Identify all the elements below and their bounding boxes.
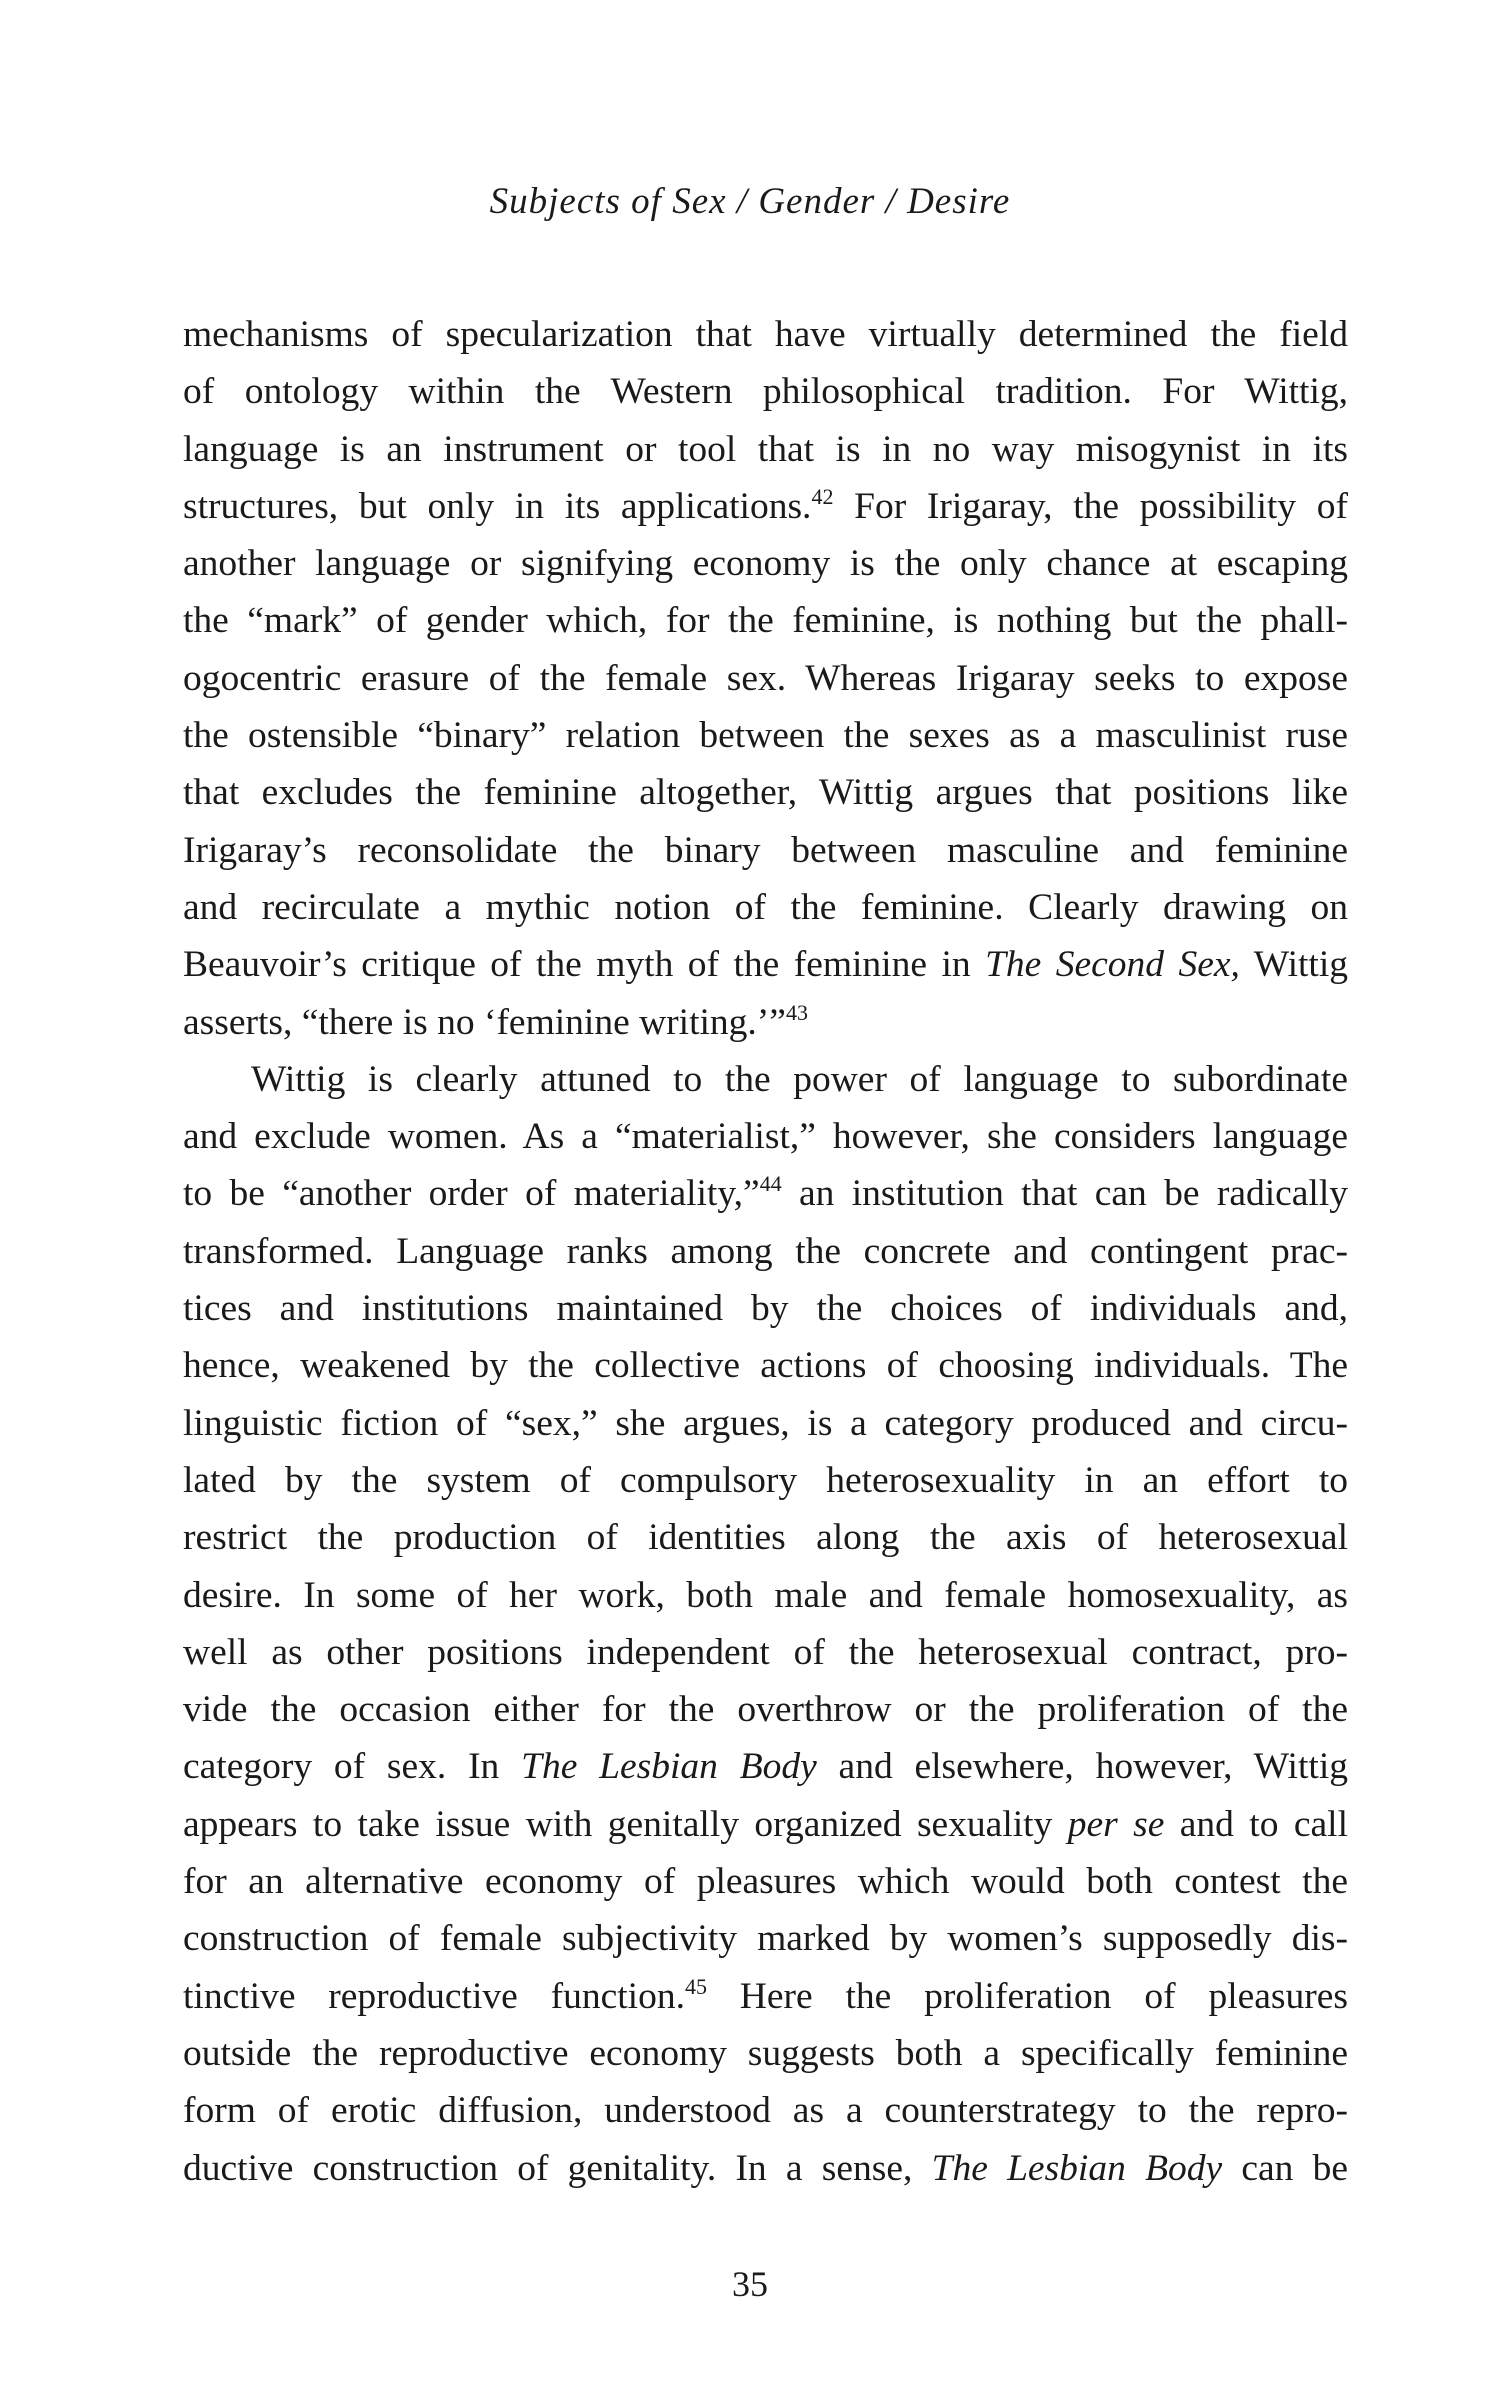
text-line: outside the reproductive economy suggests both a specifically feminine: [183, 2032, 1348, 2074]
text-line: language is an instrument or tool that is in no way misogynist in its: [183, 428, 1348, 470]
text-line: Irigaray’s reconsolidate the binary between masculine and feminine: [183, 829, 1348, 871]
text-segment: ductive construction of genitality. In a sense,: [183, 2147, 932, 2189]
footnote-ref-43: 43: [785, 999, 808, 1025]
text-line: of ontology within the Western philosophical tradition. For Wittig,: [183, 371, 1348, 413]
text-segment: asserts, “there is no ‘feminine writing.’”: [183, 1001, 786, 1043]
text-line: [183, 936, 1348, 993]
text-line: [183, 1796, 1348, 1853]
text-segment: Wittig: [1239, 944, 1349, 986]
text-segment: For Irigaray, the possibility of: [833, 485, 1348, 527]
text-segment: appears to take issue with genitally organized sexuality: [183, 1803, 1068, 1845]
book-title-italic: The Second Sex,: [985, 944, 1240, 986]
text-line: [183, 1968, 1348, 2025]
text-line: the “mark” of gender which, for the feminine, is nothing but the phall-: [183, 600, 1348, 642]
text-line: [183, 478, 1348, 535]
text-line: well as other positions independent of the heterosexual contract, pro-: [183, 1631, 1348, 1673]
text-line: transformed. Language ranks among the concrete and contingent prac-: [183, 1230, 1348, 1272]
text-segment: structures, but only in its applications.: [183, 485, 812, 527]
latin-phrase-italic: per se: [1067, 1803, 1165, 1845]
text-line: and recirculate a mythic notion of the feminine. Clearly drawing on: [183, 886, 1348, 928]
text-line: [183, 1165, 1348, 1222]
text-segment: Here the proliferation of pleasures: [706, 1975, 1348, 2017]
text-line: hence, weakened by the collective actions of choosing individuals. The: [183, 1345, 1348, 1387]
text-segment: category of sex. In: [183, 1746, 522, 1788]
text-line: tices and institutions maintained by the choices of individuals and,: [183, 1288, 1348, 1330]
text-line: for an alternative economy of pleasures which would both contest the: [183, 1861, 1348, 1903]
text-line: desire. In some of her work, both male and female homosexuality, as: [183, 1574, 1348, 1616]
text-line: [183, 1738, 1348, 1795]
text-line: ogocentric erasure of the female sex. Whereas Irigaray seeks to expose: [183, 657, 1348, 699]
body-text: [183, 306, 1348, 2197]
text-line: that excludes the feminine altogether, Wittig argues that positions like: [183, 772, 1348, 814]
text-line: construction of female subjectivity marked by women’s supposedly dis-: [183, 1918, 1348, 1960]
text-line: Wittig is clearly attuned to the power of language to subordinate: [251, 1058, 1348, 1100]
page-number: 35: [732, 2264, 768, 2304]
text-line: lated by the system of compulsory heterosexuality in an effort to: [183, 1459, 1348, 1501]
text-segment: tinctive reproductive function.: [183, 1975, 685, 2017]
footnote-ref-42: 42: [811, 483, 834, 509]
text-line: form of erotic diffusion, understood as a counterstrategy to the repro-: [183, 2090, 1348, 2132]
text-line: [183, 994, 1348, 1051]
footnote-ref-44: 44: [759, 1171, 782, 1197]
text-line: restrict the production of identities along the axis of heterosexual: [183, 1517, 1348, 1559]
book-title-italic: The Lesbian Body: [931, 2147, 1223, 2189]
text-segment: an institution that can be radically: [781, 1173, 1349, 1215]
text-line: [183, 2140, 1348, 2197]
text-segment: Beauvoir’s critique of the myth of the feminine in: [183, 944, 986, 986]
text-line: mechanisms of specularization that have virtually determined the field: [183, 314, 1348, 355]
text-line: vide the occasion either for the overthrow or the proliferation of the: [183, 1689, 1348, 1731]
book-title-italic: The Lesbian Body: [521, 1746, 817, 1788]
text-segment: and to call: [1164, 1803, 1348, 1845]
text-segment: can be: [1222, 2147, 1349, 2189]
text-line: linguistic fiction of “sex,” she argues, is a category produced and circu-: [183, 1402, 1348, 1444]
text-line: and exclude women. As a “materialist,” however, she considers language: [183, 1116, 1348, 1158]
text-segment: and elsewhere, however, Wittig: [816, 1746, 1348, 1788]
text-line: the ostensible “binary” relation between the sexes as a masculinist ruse: [183, 715, 1348, 757]
running-head: Subjects of Sex / Gender / Desire: [489, 181, 1011, 222]
text-segment: to be “another order of materiality,”: [183, 1173, 760, 1215]
text-line: another language or signifying economy is the only chance at escaping: [183, 543, 1348, 585]
footnote-ref-45: 45: [684, 1973, 707, 1999]
